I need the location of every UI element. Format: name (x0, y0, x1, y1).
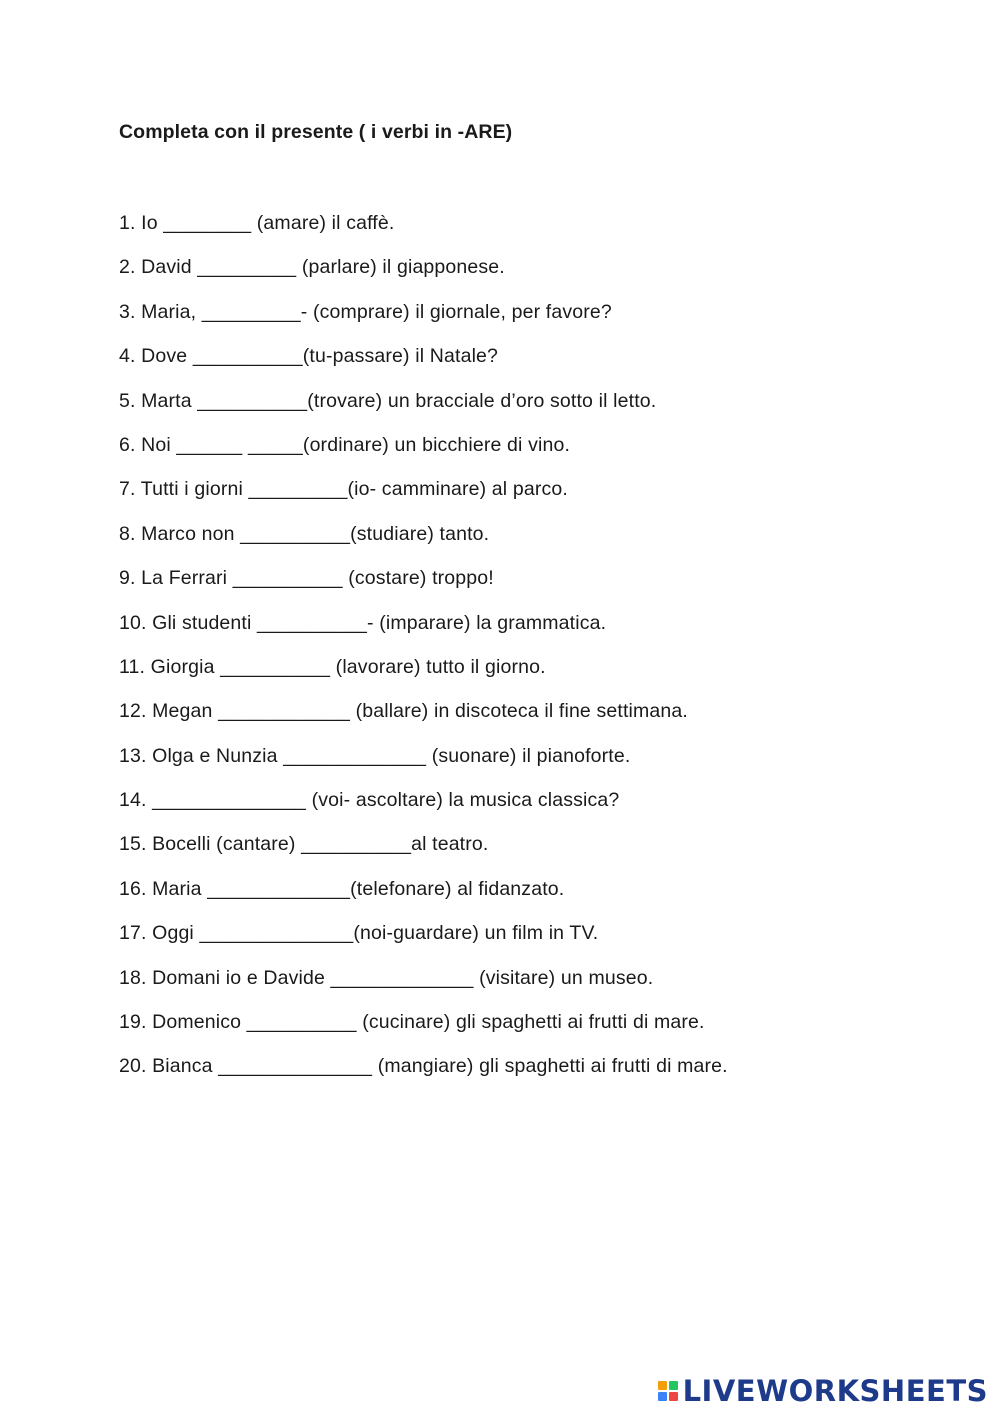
exercise-list (119, 209, 728, 1097)
exercise-item: 16. Maria _____________(telefonare) al fidanzato. (119, 877, 565, 900)
exercise-item: 15. Bocelli (cantare) __________al teatro. (119, 833, 489, 856)
liveworksheets-logo-icon (658, 1381, 678, 1401)
liveworksheets-brand[interactable] (658, 1371, 988, 1411)
exercise-item: 17. Oggi ______________(noi-guardare) un film in TV. (119, 922, 599, 945)
exercise-item: 11. Giorgia __________ (lavorare) tutto il giorno. (119, 655, 546, 678)
exercise-item: 12. Megan ____________ (ballare) in discoteca il fine settimana. (119, 700, 688, 723)
exercise-item: 7. Tutti i giorni _________(io- camminare) al parco. (119, 478, 568, 501)
exercise-item: 13. Olga e Nunzia _____________ (suonare) il pianoforte. (119, 744, 631, 767)
exercise-item: 14. ______________ (voi- ascoltare) la musica classica? (119, 789, 620, 812)
exercise-item: 8. Marco non __________(studiare) tanto. (119, 522, 490, 545)
brand-name: LIVEWORKSHEETS (682, 1374, 988, 1408)
exercise-item: 6. Noi ______ _____(ordinare) un bicchiere di vino. (119, 433, 571, 456)
exercise-item: 3. Maria, _________- (comprare) il giornale, per favore? (119, 300, 612, 323)
worksheet-title: Completa con il presente ( i verbi in -ARE) (119, 121, 513, 143)
exercise-item: 9. La Ferrari __________ (costare) troppo! (119, 567, 494, 590)
exercise-item: 2. David _________ (parlare) il giapponese. (119, 256, 505, 279)
exercise-item: 1. Io ________ (amare) il caffè. (119, 212, 395, 234)
exercise-item: 4. Dove __________(tu-passare) il Natale? (119, 345, 499, 368)
exercise-item: 20. Bianca ______________ (mangiare) gli spaghetti ai frutti di mare. (119, 1055, 728, 1078)
exercise-item: 5. Marta __________(trovare) un bracciale d’oro sotto il letto. (119, 389, 657, 412)
exercise-item: 19. Domenico __________ (cucinare) gli spaghetti ai frutti di mare. (119, 1011, 705, 1034)
exercise-item: 10. Gli studenti __________- (imparare) la grammatica. (119, 611, 607, 634)
exercise-item: 18. Domani io e Davide _____________ (visitare) un museo. (119, 966, 654, 989)
